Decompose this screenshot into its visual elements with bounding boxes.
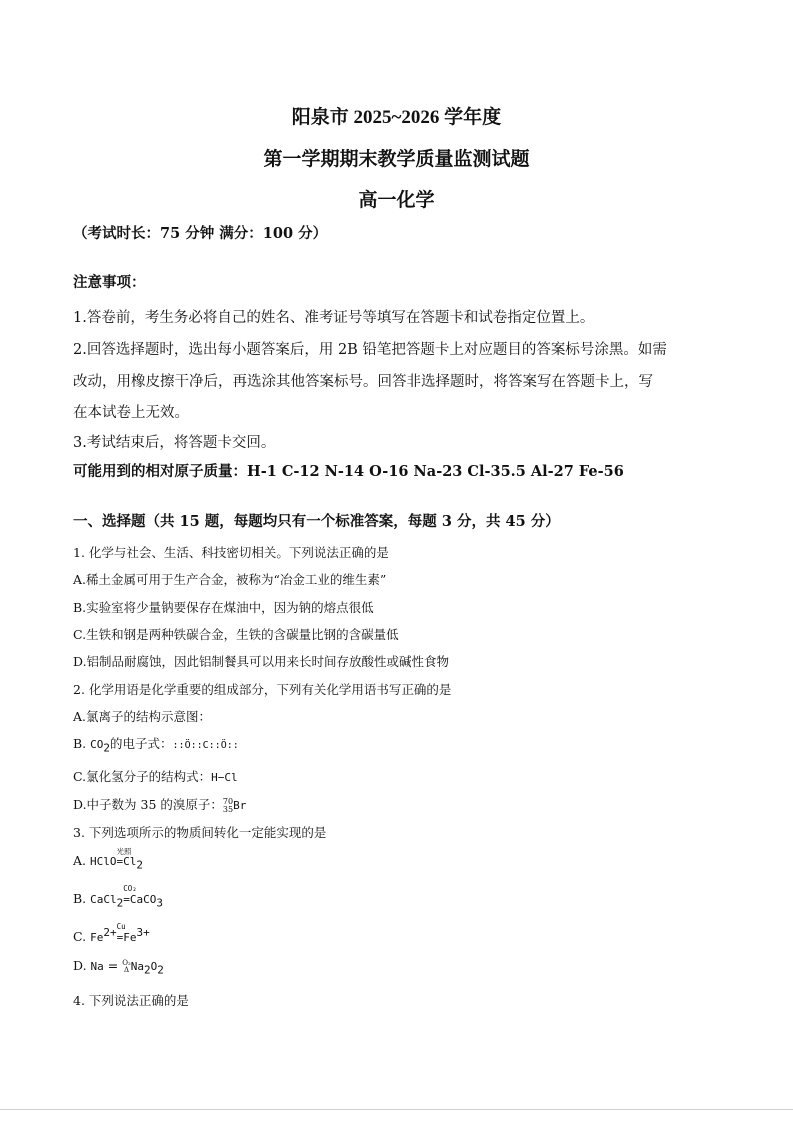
q3-a-arrow: 光照 =	[116, 847, 132, 868]
q2-b-formula: CO	[90, 738, 104, 751]
exam-info: （考试时长：75 分钟 满分：100 分）	[73, 225, 328, 242]
q1-option-b: B.实验室将少量钠要保存在煤油中，因为钠的熔点很低	[73, 600, 374, 615]
q1-option-d: D.铝制品耐腐蚀，因此铝制餐具可以用来长时间存放酸性或碱性食物	[73, 654, 450, 669]
exam-title-line3: 高一化学	[358, 190, 435, 211]
q2-c-text: C.氯化氢分子的结构式：	[73, 769, 212, 784]
q3-option-a: A. HClO 光照 $=Cl_2$	[73, 847, 143, 872]
q3-stem: 3. 下列选项所示的物质间转化一定能实现的是	[73, 825, 327, 840]
q1-stem: 1. 化学与社会、生活、科技密切相关。下列说法正确的是	[73, 545, 389, 560]
q3-d-condition: O₂ Δ	[122, 958, 131, 974]
q3-option-b: B. CaCl$_2$ CO₂ =CaCO$_3$	[73, 884, 164, 910]
q2-option-a: A.氯离子的结构示意图：	[73, 709, 212, 724]
q1-option-a: A.稀土金属可用于生产合金，被称为“冶金工业的维生素”	[73, 572, 387, 587]
q2-b-text: 的电子式：	[110, 736, 173, 751]
q3-option-d: D. Na = O₂ Δ $Na_2O_2$	[73, 958, 164, 977]
q3-option-c: C. $Fe^{2+}$ Cu $=Fe^{3+}$	[73, 922, 150, 945]
notice-line-2a: 2.回答选择题时，选出每小题答案后，用 2B 铅笔把答题卡上对应题目的答案标号涂黑。如需	[73, 342, 667, 358]
q2-stem: 2. 化学用语是化学重要的组成部分，下列有关化学用语书写正确的是	[73, 682, 452, 697]
q2-option-b	[73, 734, 239, 755]
q2-d-symbol: Br	[233, 799, 247, 812]
q3-c-arrow: Cu =	[116, 922, 126, 945]
q2-option-c	[73, 767, 238, 785]
page-bottom-divider	[0, 1109, 793, 1110]
q2-b-label: B.	[73, 736, 91, 751]
atomic-mass-line: 可能用到的相对原子质量：H-1 C-12 N-14 O-16 Na-23 Cl-35.5 Al-27 Fe-56	[73, 463, 624, 480]
q3-b-arrow: CO₂ =	[123, 884, 137, 906]
section-heading: 一、选择题（共 15 题，每题均只有一个标准答案，每题 3 分，共 45 分）	[73, 513, 560, 530]
q2-b-electron-dot: ::Ö::C::Ö::	[172, 740, 239, 751]
q1-option-c: C.生铁和钢是两种铁碳合金，生铁的含碳量比钢的含碳量低	[73, 627, 399, 642]
q2-b-subscript: 2	[103, 741, 111, 755]
q2-option-d	[73, 795, 246, 814]
q2-d-text: D.中子数为 35 的溴原子：	[73, 797, 223, 812]
notice-line-2c: 在本试卷上无效。	[73, 405, 189, 421]
q4-stem: 4. 下列说法正确的是	[73, 993, 189, 1008]
notice-line-3: 3.考试结束后，将答题卡交回。	[73, 435, 276, 451]
exam-title-line2: 第一学期期末教学质量监测试题	[263, 149, 530, 170]
exam-title-line1: 阳泉市 2025~2026 学年度	[291, 107, 502, 128]
notice-heading: 注意事项：	[73, 274, 146, 291]
q2-d-nuclide: 70 35	[222, 796, 234, 814]
q2-c-formula: H−Cl	[211, 771, 238, 784]
notice-line-2b: 改动，用橡皮擦干净后，再选涂其他答案标号。回答非选择题时，将答案写在答题卡上，写	[73, 374, 653, 390]
notice-line-1: 1.答卷前，考生务必将自己的姓名、准考证号等填写在答题卡和试卷指定位置上。	[73, 310, 595, 326]
